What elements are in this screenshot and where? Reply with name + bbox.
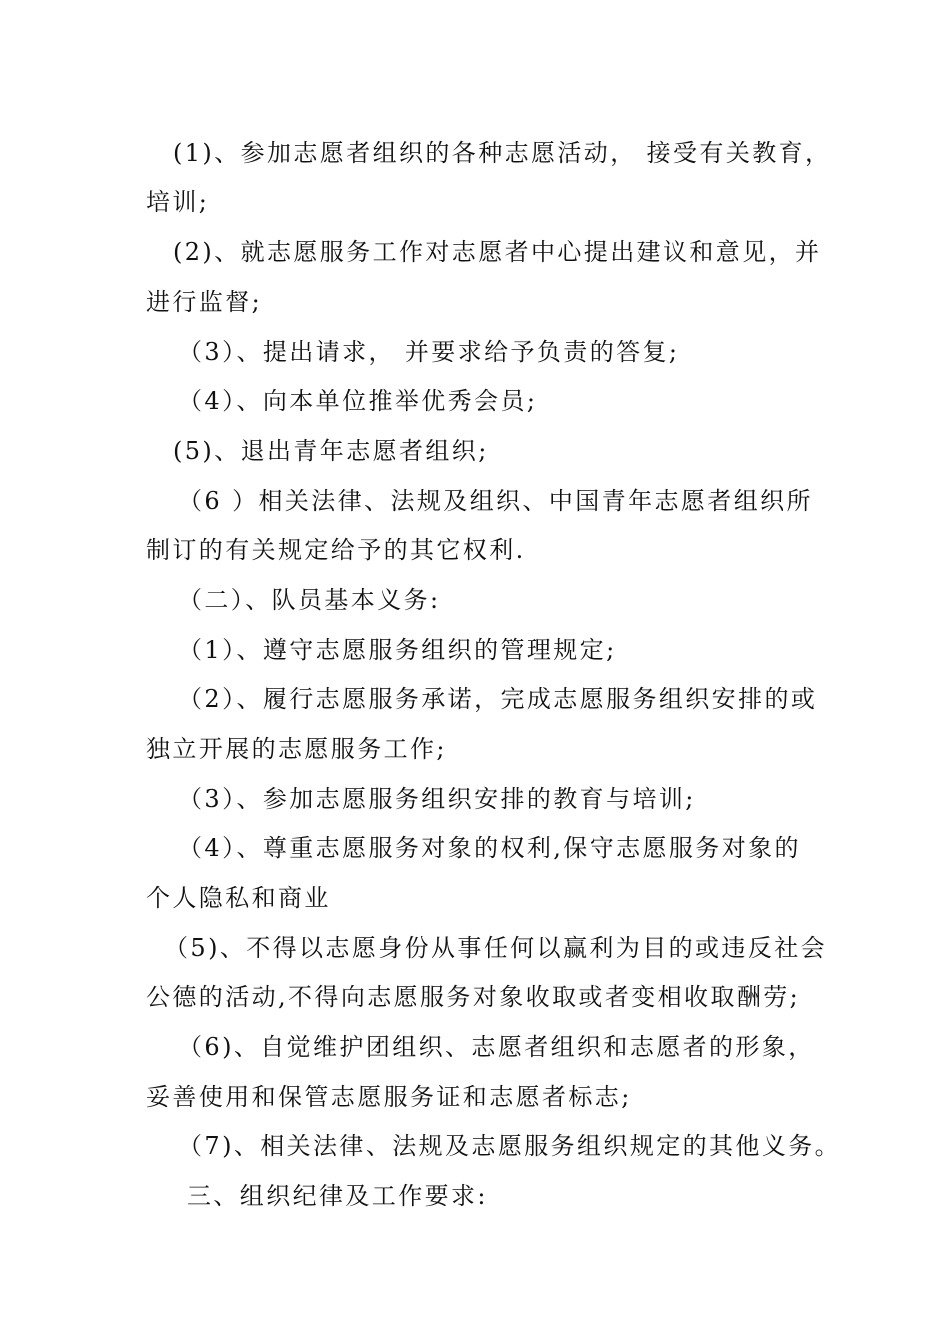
section-heading: 三、组织纪律及工作要求: xyxy=(187,1182,488,1210)
text-line: （2）、履行志愿服务承诺，完成志愿服务组织安排的或 xyxy=(178,685,818,713)
text-line: （4）、向本单位推举优秀会员; xyxy=(178,387,538,415)
text-line: 公德的活动,不得向志愿服务对象收取或者变相收取酬劳; xyxy=(146,983,801,1011)
text-line: （5)、不得以志愿身份从事任何以赢利为目的或违反社会 xyxy=(164,934,828,962)
text-line: 个人隐私和商业 xyxy=(146,884,331,912)
text-line: 制订的有关规定给予的其它权利. xyxy=(146,536,526,564)
text-line: (2)、就志愿服务工作对志愿者中心提出建议和意见，并 xyxy=(173,238,822,266)
text-line: （二）、队员基本义务: xyxy=(178,586,441,614)
text-line: （6)、自觉维护团组织、志愿者组织和志愿者的形象， xyxy=(178,1033,815,1061)
text-line: 妥善使用和保管志愿服务证和志愿者标志; xyxy=(146,1083,632,1111)
text-line: （3）、提出请求， 并要求给予负责的答复; xyxy=(178,338,680,366)
text-line: 独立开展的志愿服务工作; xyxy=(146,735,447,763)
text-line: （3）、参加志愿服务组织安排的教育与培训; xyxy=(178,785,696,813)
text-line: 培训; xyxy=(146,188,210,216)
text-line: 进行监督; xyxy=(146,288,263,316)
text-line: （4）、尊重志愿服务对象的权利,保守志愿服务对象的 xyxy=(178,834,801,862)
text-line: (1)、参加志愿者组织的各种志愿活动， 接受有关教育， xyxy=(173,139,832,167)
text-line: （1）、遵守志愿服务组织的管理规定; xyxy=(178,636,617,664)
text-line: （6 ）相关法律、法规及组织、中国青年志愿者组织所 xyxy=(178,487,813,515)
text-line: （7)、相关法律、法规及志愿服务组织规定的其他义务。 xyxy=(178,1132,842,1160)
text-line: (5)、退出青年志愿者组织; xyxy=(173,437,489,465)
